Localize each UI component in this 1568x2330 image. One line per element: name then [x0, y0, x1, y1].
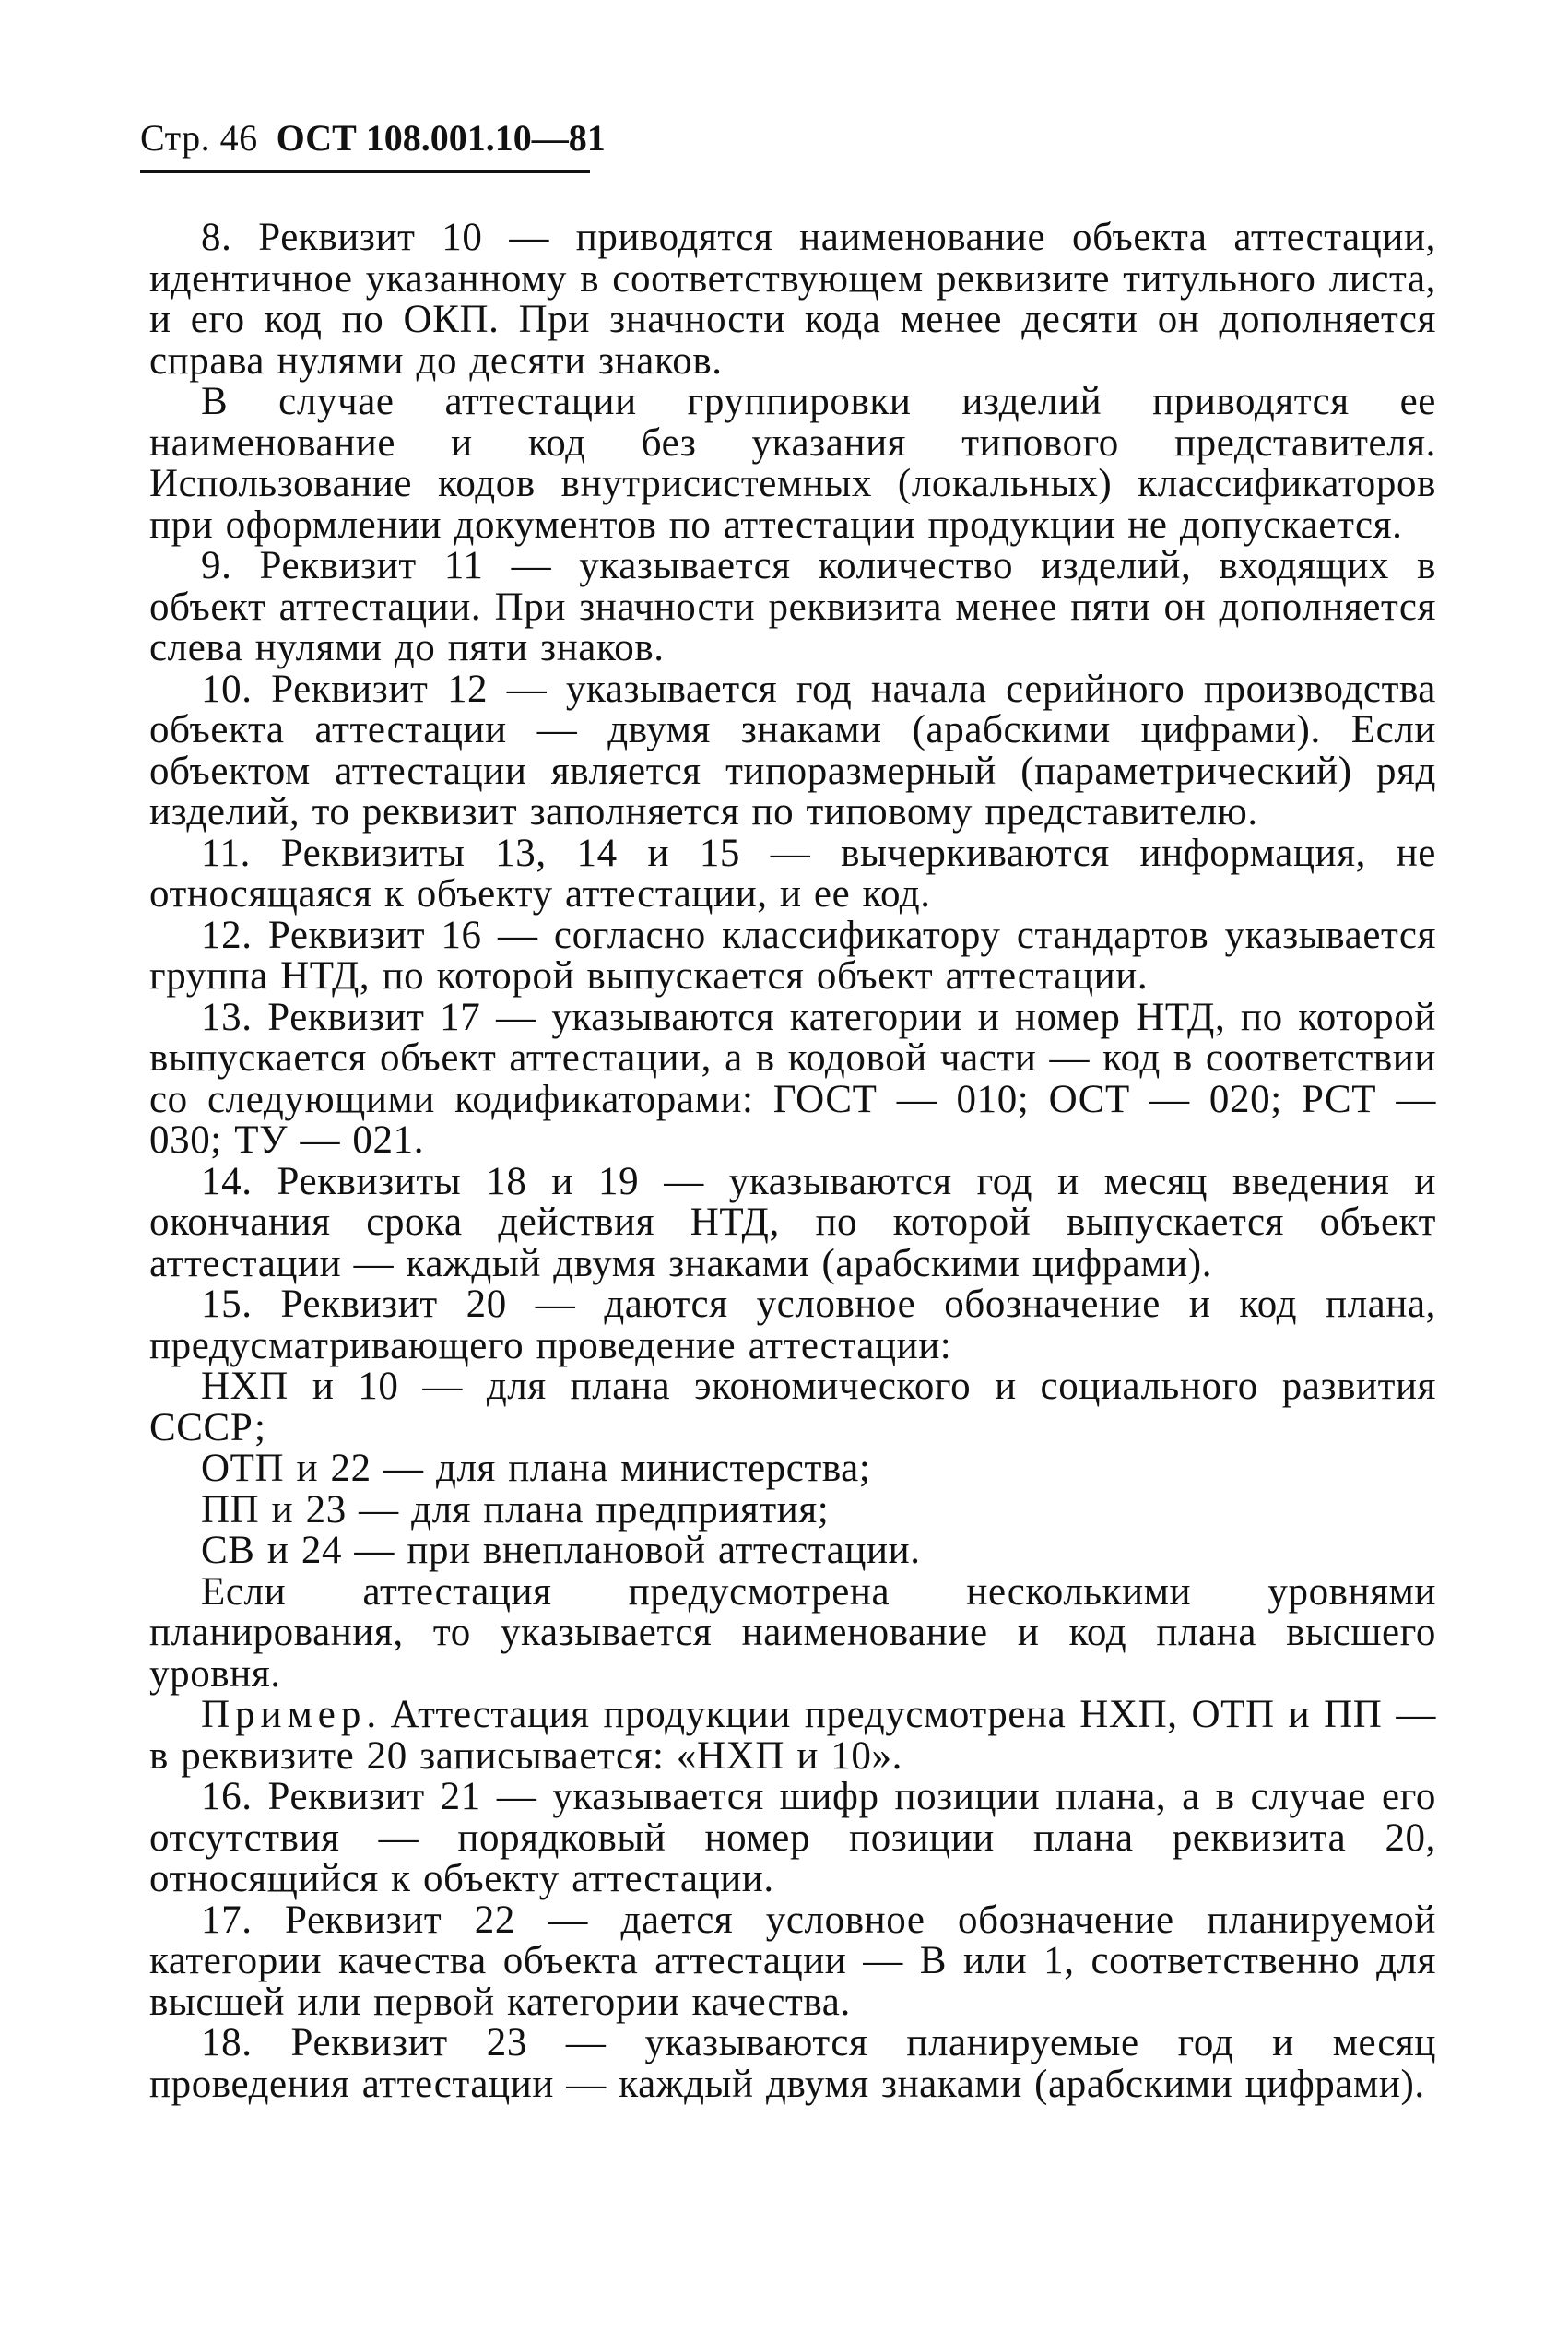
paragraph-item-10: 10. Реквизит 12 — указывается год начала серийного производства объекта аттестации — двумя знаками (арабскими цифрами). Если объектом аттестации является типоразмерный (параметрический) ряд изделий, то реквизит заполняется по типовому представителю.	[149, 667, 1436, 834]
paragraph-item-11: 11. Реквизиты 13, 14 и 15 — вычеркиваются информация, не относящаяся к объекту аттестации, и ее код.	[149, 831, 1436, 916]
document-code: ОСТ 108.001.10—81	[276, 117, 606, 159]
paragraph-item-17: 17. Реквизит 22 — дается условное обозначение планируемой категории качества объекта аттестации — В или 1, соответственно для высшей или первой категории качества.	[149, 1898, 1436, 2024]
paragraph-item-8: 8. Реквизит 10 — приводятся наименование объекта аттестации, идентичное указанному в соответствующем реквизите титульного листа, и его код по ОКП. При значности кода менее десяти он дополняется справа нулями до десяти знаков.	[149, 216, 1436, 383]
plan-code-nhp: НХП и 10 — для плана экономического и социального развития СССР;	[149, 1365, 1436, 1449]
paragraph-item-9: 9. Реквизит 11 — указывается количество изделий, входящих в объект аттестации. При значности реквизита менее пяти он дополняется слева нулями до пяти знаков.	[149, 544, 1436, 669]
paragraph-item-16: 16. Реквизит 21 — указывается шифр позиции плана, а в случае его отсутствия — порядковый номер позиции плана реквизита 20, относящийся к объекту аттестации.	[149, 1775, 1436, 1900]
plan-code-otp: ОТП и 22 — для плана министерства;	[201, 1447, 871, 1490]
document-body	[149, 218, 1436, 2105]
paragraph-item-8-continuation: В случае аттестации группировки изделий приводятся ее наименование и код без указания типового представителя. Использование кодов внутрисистемных (локальных) классификаторов при оформлении документов по аттестации продукции не допускается.	[149, 380, 1436, 547]
paragraph-item-14: 14. Реквизиты 18 и 19 — указываются год и месяц введения и окончания срока действия НТД, по которой выпускается объект аттестации — каждый двумя знаками (арабскими цифрами).	[149, 1159, 1436, 1285]
plan-code-pp: ПП и 23 — для плана предприятия;	[201, 1487, 830, 1532]
paragraph-item-12: 12. Реквизит 16 — согласно классификатору стандартов указывается группа НТД, по которой выпускается объект аттестации.	[149, 913, 1436, 998]
page-number: Стр. 46	[140, 117, 258, 159]
plan-code-sv: СВ и 24 — при внеплановой аттестации.	[201, 1529, 921, 1572]
example-paragraph	[149, 1695, 1436, 1777]
example-text: . Аттестация продукции предусмотрена НХП, ОТП и ПП — в реквизите 20 записывается: «НХП и 10».	[149, 1693, 1436, 1778]
page-header	[140, 117, 606, 173]
example-label: Пример	[201, 1693, 367, 1736]
paragraph-item-15: 15. Реквизит 20 — даются условное обозначение и код плана, предусматривающего проведение аттестации:	[149, 1283, 1436, 1367]
paragraph-item-13: 13. Реквизит 17 — указываются категории и номер НТД, по которой выпускается объект аттестации, а в кодовой части — код в соответствии со следующими кодификаторами: ГОСТ — 010; ОСТ — 020; РСТ — 030; ТУ — 021.	[149, 995, 1436, 1162]
paragraph-item-15-continuation: Если аттестация предусмотрена несколькими уровнями планирования, то указывается наименование и код плана высшего уровня.	[149, 1569, 1436, 1696]
paragraph-item-18: 18. Реквизит 23 — указываются планируемые год и месяц проведения аттестации — каждый двумя знаками (арабскими цифрами).	[149, 2021, 1436, 2106]
